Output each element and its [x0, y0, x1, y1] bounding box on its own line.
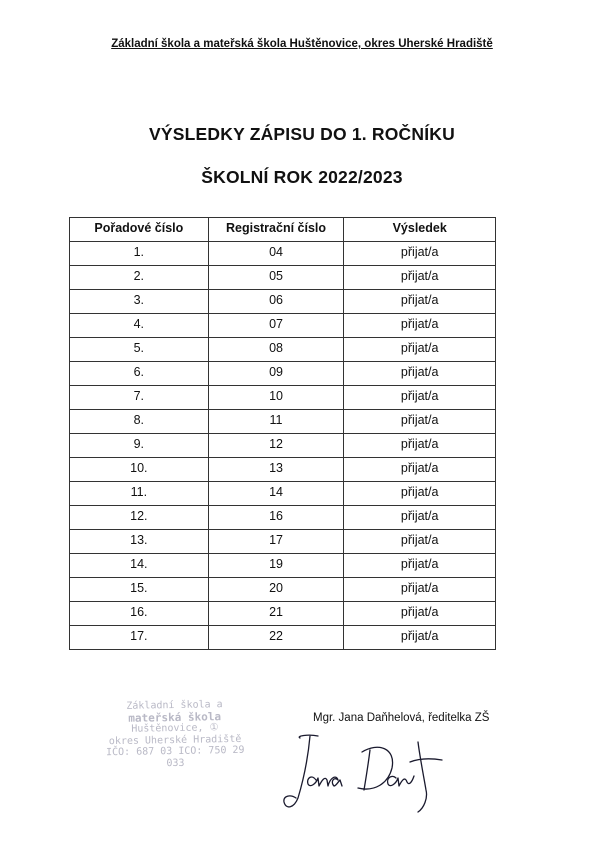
cell-registration: 10 [208, 386, 344, 410]
cell-result: přijat/a [344, 290, 496, 314]
table-header-row [70, 218, 496, 242]
cell-order: 17. [70, 626, 209, 650]
table-row [70, 482, 496, 506]
cell-result: přijat/a [344, 386, 496, 410]
cell-result: přijat/a [344, 458, 496, 482]
cell-result: přijat/a [344, 338, 496, 362]
column-header-registration: Registrační číslo [208, 218, 344, 242]
cell-order: 15. [70, 578, 209, 602]
cell-registration: 17 [208, 530, 344, 554]
cell-result: přijat/a [344, 266, 496, 290]
cell-order: 8. [70, 410, 209, 434]
table-row [70, 410, 496, 434]
cell-registration: 21 [208, 602, 344, 626]
cell-result: přijat/a [344, 602, 496, 626]
cell-order: 1. [70, 242, 209, 266]
cell-order: 16. [70, 602, 209, 626]
cell-result: přijat/a [344, 434, 496, 458]
cell-order: 11. [70, 482, 209, 506]
table-row [70, 434, 496, 458]
results-table [69, 217, 496, 650]
table-row [70, 626, 496, 650]
cell-order: 6. [70, 362, 209, 386]
table-body [70, 242, 496, 650]
table-row [70, 602, 496, 626]
cell-result: přijat/a [344, 482, 496, 506]
cell-registration: 20 [208, 578, 344, 602]
cell-registration: 11 [208, 410, 344, 434]
stamp-line: Základní škola a [126, 699, 223, 712]
cell-result: přijat/a [344, 410, 496, 434]
cell-registration: 16 [208, 506, 344, 530]
column-header-order: Pořadové číslo [70, 218, 209, 242]
column-header-result: Výsledek [344, 218, 496, 242]
cell-registration: 09 [208, 362, 344, 386]
cell-result: přijat/a [344, 242, 496, 266]
table-row [70, 338, 496, 362]
table-row [70, 266, 496, 290]
school-header: Základní škola a mateřská škola Huštěnovice, okres Uherské Hradiště [111, 38, 493, 50]
cell-registration: 22 [208, 626, 344, 650]
cell-order: 7. [70, 386, 209, 410]
table-row [70, 458, 496, 482]
cell-registration: 12 [208, 434, 344, 458]
cell-order: 12. [70, 506, 209, 530]
table-row [70, 362, 496, 386]
cell-result: přijat/a [344, 554, 496, 578]
cell-order: 13. [70, 530, 209, 554]
cell-result: přijat/a [344, 578, 496, 602]
cell-registration: 19 [208, 554, 344, 578]
table-row [70, 314, 496, 338]
table-row [70, 386, 496, 410]
table-row [70, 506, 496, 530]
table-row [70, 530, 496, 554]
cell-order: 5. [70, 338, 209, 362]
cell-order: 3. [70, 290, 209, 314]
cell-registration: 13 [208, 458, 344, 482]
cell-registration: 05 [208, 266, 344, 290]
cell-registration: 14 [208, 482, 344, 506]
table-row [70, 578, 496, 602]
cell-registration: 06 [208, 290, 344, 314]
table-row [70, 290, 496, 314]
cell-registration: 04 [208, 242, 344, 266]
school-year-title: ŠKOLNÍ ROK 2022/2023 [201, 167, 403, 187]
stamp-line: Huštěnovice, ① [131, 722, 219, 735]
stamp-line: mateřská škola [128, 709, 222, 725]
cell-result: přijat/a [344, 506, 496, 530]
handwritten-signature [278, 728, 458, 820]
cell-order: 9. [70, 434, 209, 458]
cell-order: 2. [70, 266, 209, 290]
cell-order: 14. [70, 554, 209, 578]
cell-result: přijat/a [344, 362, 496, 386]
cell-order: 4. [70, 314, 209, 338]
cell-result: přijat/a [344, 530, 496, 554]
cell-result: přijat/a [344, 314, 496, 338]
cell-registration: 08 [208, 338, 344, 362]
signature-caption: Mgr. Jana Daňhelová, ředitelka ZŠ [313, 712, 490, 724]
document-title: VÝSLEDKY ZÁPISU DO 1. ROČNÍKU [149, 124, 455, 144]
stamp-line: okres Uherské Hradiště [108, 733, 242, 747]
table-row [70, 554, 496, 578]
table-row [70, 242, 496, 266]
school-stamp [99, 699, 250, 771]
cell-result: přijat/a [344, 626, 496, 650]
cell-order: 10. [70, 458, 209, 482]
stamp-line: IČO: 687 03 ICO: 750 29 033 [105, 744, 245, 769]
cell-registration: 07 [208, 314, 344, 338]
